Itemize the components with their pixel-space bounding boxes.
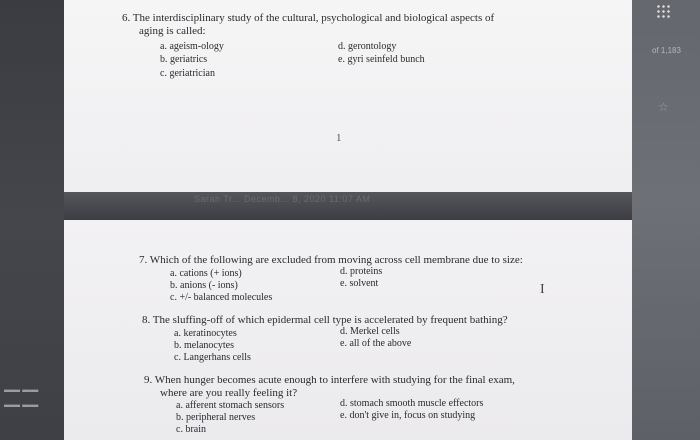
question-6-option-d: d. gerontology [338, 41, 397, 52]
question-6-option-a: a. ageism-ology [160, 41, 224, 52]
question-9-option-c: c. brain [176, 424, 206, 435]
document-page-top [64, 0, 632, 192]
question-6-option-c: c. geriatrician [160, 68, 215, 79]
question-7-option-c: c. +/- balanced molecules [170, 292, 273, 303]
question-9-option-b: b. peripheral nerves [176, 412, 256, 423]
question-9-stem-line1: 9. When hunger becomes acute enough to interfere with studying for the final exam, [144, 374, 515, 386]
question-6-option-e: e. gyri seinfeld bunch [338, 54, 425, 65]
star-icon[interactable]: ☆ [658, 100, 669, 114]
text-cursor: I [540, 282, 545, 297]
question-7-option-a: a. cations (+ ions) [170, 268, 242, 279]
divider-caption: Sarah Tr... Decemb... 8, 2020 11:07 AM [194, 194, 371, 204]
document-page-bottom [64, 220, 632, 440]
page-counter: of 1,183 [652, 46, 681, 55]
question-8-option-e: e. all of the above [340, 338, 412, 349]
left-edge-fragment: ▬▬ ▬▬ [4, 400, 39, 409]
page-divider [64, 192, 632, 220]
left-edge-fragment: ▬▬ ▬▬ [4, 385, 39, 394]
question-9-stem-line2: where are you really feeling it? [160, 387, 298, 399]
question-6-option-b: b. geriatrics [160, 54, 208, 65]
question-9-option-d: d. stomach smooth muscle effectors [340, 398, 484, 409]
question-7-option-d: d. proteins [340, 266, 383, 277]
question-8-stem: 8. The sluffing-off of which epidermal cell type is accelerated by frequent bathing? [142, 314, 508, 326]
right-background-strip [632, 0, 700, 440]
question-9-option-a: a. afferent stomach sensors [176, 400, 285, 411]
question-6-stem-line1: 6. The interdisciplinary study of the cultural, psychological and biological aspects of [122, 12, 495, 24]
page-number: 1 [336, 132, 342, 144]
question-7-stem: 7. Which of the following are excluded from moving across cell membrane due to size: [139, 254, 523, 266]
question-6-stem-line2: aging is called: [139, 25, 206, 37]
left-background-strip [0, 0, 64, 440]
question-8-option-c: c. Langerhans cells [174, 352, 251, 363]
question-9-option-e: e. don't give in, focus on studying [340, 410, 476, 421]
question-7-option-e: e. solvent [340, 278, 379, 289]
question-7-option-b: b. anions (- ions) [170, 280, 238, 291]
question-8-option-d: d. Merkel cells [340, 326, 400, 337]
grid-dots-icon[interactable] [656, 4, 672, 18]
question-8-option-b: b. melanocytes [174, 340, 234, 351]
question-8-option-a: a. keratinocytes [174, 328, 237, 339]
